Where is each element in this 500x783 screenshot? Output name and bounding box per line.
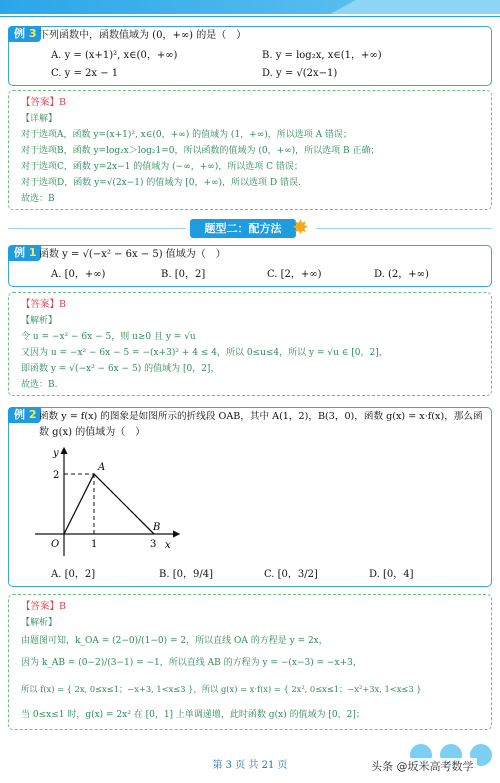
option-b: B. [0，9/4] [159, 569, 213, 580]
tick-label-x1: 1 [91, 539, 98, 550]
star-icon: ✸ [292, 215, 309, 239]
solution-line: 由题图可知，k_OA = (2−0)/(1−0) = 2，所以直线 OA 的方程是 y = 2x， [21, 636, 328, 646]
y-axis-label: y [53, 448, 59, 459]
option-d: D. y = √(2x−1) [262, 68, 338, 79]
option-c: C. [2，+∞) [267, 269, 322, 280]
example3-card [8, 26, 492, 86]
x-axis-label: x [165, 540, 171, 551]
solution-line: 对于选项D，函数 y=√(2x−1) 的值域为 [0，+∞)，所以选项 D 错误. [21, 178, 301, 188]
polyline-OAB [64, 474, 154, 534]
solution-line: 令 u = −x² − 6x − 5，则 u≥0 且 y = √u [21, 332, 196, 342]
option-b: B. y = log₂x, x∈(1，+∞) [262, 50, 382, 61]
top-banner [0, 0, 500, 18]
solution-line: 所以 f(x) = { 2x, 0≤x≤1；−x+3, 1<x≤3 }，所以 g(x) = x·f(x) = { 2x², 0≤x≤1；−x²+3x, 1<x≤3 } [21, 684, 422, 694]
solution-line: 又因为 u = −x² − 6x − 5 = −(x+3)² + 4 ≤ 4，所以 0≤u≤4，所以 y = √u ∈ [0，2]， [21, 348, 388, 358]
point-b-label: B [153, 522, 161, 533]
solution-line: 故选：B [21, 194, 55, 204]
example3-answer-card [8, 90, 492, 210]
example-tag: 例 2 [8, 407, 41, 423]
detail-label: 【详解】 [21, 114, 58, 124]
tick-label-y2: 2 [53, 470, 60, 481]
function-graph [29, 444, 189, 562]
answer-label: 【答案】B [21, 299, 66, 310]
example1-answer-card [8, 292, 492, 396]
question-text: 下列函数中，函数值域为 (0，+∞) 的是（ ） [39, 30, 247, 41]
solution-line: 对于选项A，函数 y=(x+1)², x∈(0，+∞) 的值域为 (1，+∞)，所以选项 A 错误； [21, 130, 352, 140]
example2-answer-card [8, 594, 492, 730]
solution-line: 对于选项C，函数 y=2x−1 的值域为 (−∞，+∞)，所以选项 C 错误； [21, 162, 303, 172]
solution-line: 故选：B. [21, 380, 58, 390]
question-text: 数 g(x) 的值域为（ ） [39, 427, 146, 438]
solution-line: 因为 k_AB = (0−2)/(3−1) = −1，所以直线 AB 的方程为 y = −(x−3) = −x+3， [21, 658, 362, 668]
page-number: 第 3 页 共 21 页 [212, 760, 288, 771]
example1-card [8, 245, 492, 287]
solution-line: 当 0≤x≤1 时，g(x) = 2x² 在 [0，1] 上单调递增，此时函数 g(x) 的值域为 [0，2]； [21, 710, 365, 720]
example2-card [8, 407, 492, 587]
point-a-label: A [98, 462, 106, 473]
tick-label-x3: 3 [150, 539, 157, 550]
option-c: C. y = 2x − 1 [51, 68, 119, 79]
example-tag: 例 3 [8, 26, 41, 42]
option-b: B. [0，2] [161, 269, 206, 280]
option-d: D. [0，4] [369, 569, 414, 580]
answer-label: 【答案】B [21, 97, 66, 108]
solution-line: 即函数 y = √(−x² − 6x − 5) 的值域为 [0，2]， [21, 364, 220, 374]
option-c: C. [0，3/2] [264, 569, 318, 580]
answer-label: 【答案】B [21, 601, 66, 612]
question-text: 函数 y = f(x) 的图象是如图所示的折线段 OAB，其中 A(1，2)，B(3，0)，函数 g(x) = x·f(x)，那么函 [39, 411, 483, 422]
detail-label: 【解析】 [21, 618, 58, 628]
question-text: 函数 y = √(−x² − 6x − 5) 值域为（ ） [39, 249, 226, 260]
watermark: 头条 @坂米高考数学 [368, 758, 477, 774]
section-title: 题型二：配方法 [190, 219, 296, 238]
option-d: D. (2，+∞) [374, 269, 429, 280]
solution-line: 对于选项B，函数 y=log₂x＞log₂1=0，所以函数的值域为 (0，+∞)，所以选项 B 正确； [21, 146, 380, 156]
detail-label: 【解析】 [21, 316, 58, 326]
example-tag: 例 1 [8, 245, 41, 261]
option-a: A. [0，+∞) [51, 269, 106, 280]
option-a: A. y = (x+1)², x∈(0，+∞) [51, 50, 178, 61]
origin-label: O [51, 539, 60, 550]
option-a: A. [0，2] [51, 569, 96, 580]
